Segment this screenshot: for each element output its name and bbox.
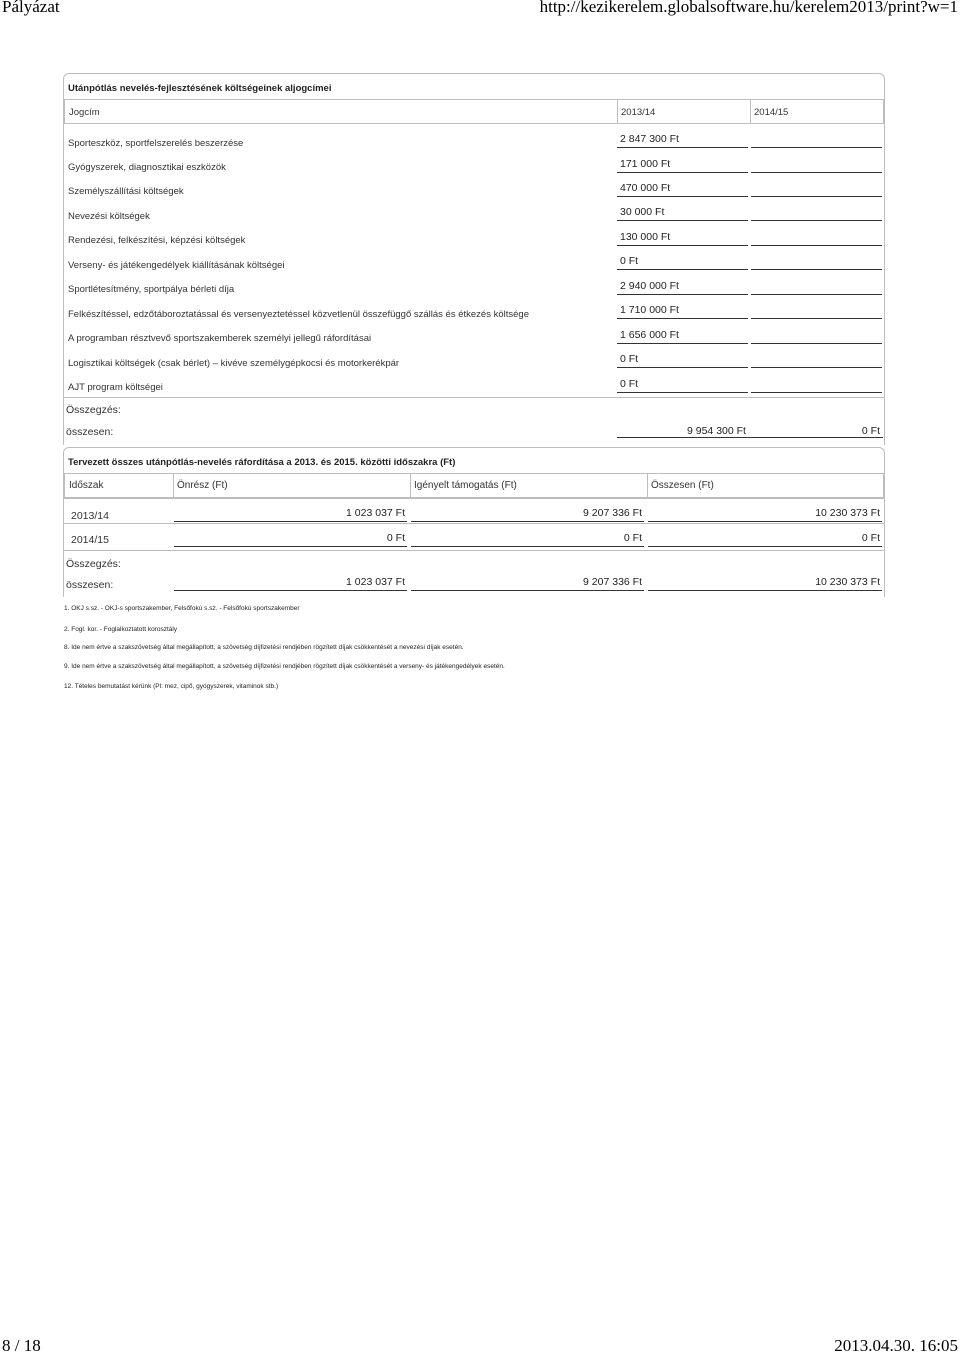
cost-input-2013[interactable]: 0 Ft (617, 254, 748, 270)
cost-input-2014[interactable] (751, 328, 882, 344)
planned-total-label: összesen: (66, 579, 114, 591)
cost-input-2014[interactable] (751, 377, 882, 393)
page-number: 8 / 18 (2, 1336, 41, 1354)
cost-item-label: Rendezési, felkészítési, képzési költségek (68, 235, 246, 246)
cost-input-2014[interactable] (751, 157, 882, 173)
cost-input-2013[interactable]: 1 656 000 Ft (617, 328, 748, 344)
cost-input-2014[interactable] (751, 279, 882, 295)
row-divider (64, 498, 884, 499)
support-total-field: 9 207 336 Ft (411, 575, 644, 591)
row-divider (64, 523, 884, 524)
support-field[interactable]: 9 207 336 Ft (411, 506, 644, 522)
cost-input-2014[interactable] (751, 254, 882, 270)
footnote: 12. Tételes bemutatást kérünk (Pl: mez, cipő, gyógyszerek, vitaminok stb.) (64, 683, 279, 690)
own-total-field: 1 023 037 Ft (174, 575, 407, 591)
col-idoszak: Időszak (69, 480, 104, 491)
cost-input-2013[interactable]: 2 847 300 Ft (617, 132, 748, 148)
period-label: 2013/14 (71, 510, 109, 522)
total-field: 0 Ft (648, 531, 882, 547)
cost-input-2013[interactable]: 0 Ft (617, 352, 748, 368)
costs-title: Utánpótlás nevelés-fejlesztésének költségeinek aljogcímei (68, 83, 332, 94)
cost-item-label: Nevezési költségek (68, 211, 150, 222)
period-label: 2014/15 (71, 534, 109, 546)
cost-item-label: Sporteszköz, sportfelszerelés beszerzése (68, 138, 244, 149)
cost-item-label: Sportlétesítmény, sportpálya bérleti díja (68, 284, 235, 295)
cost-item-label: Személyszállítási költségek (68, 186, 184, 197)
col-2014-15: 2014/15 (754, 107, 789, 118)
cost-item-label: Logisztikai költségek (csak bérlet) – kivéve személygépkocsi és motorkerékpár (68, 358, 400, 369)
cost-input-2014[interactable] (751, 352, 882, 368)
cost-input-2013[interactable]: 30 000 Ft (617, 205, 748, 221)
footnote: 9. Ide nem értve a szakszövetség által megállapított, a szövetség díjfizetési rendjében rögzített díjak csökkentését a verseny- és játékengedélyek esetén. (64, 663, 505, 670)
total-field: 10 230 373 Ft (648, 506, 882, 522)
cost-item-label: Felkészítéssel, edzőtáboroztatással és versenyeztetéssel közvetlenül összefüggő szállás és étkezés költsége (68, 309, 529, 320)
footnote: 1. OKJ s.sz. - OKJ-s sportszakember, Felsőfokú s.sz. - Felsőfokú sportszakember (64, 605, 300, 612)
costs-summary-label: Összegzés: (66, 404, 121, 416)
costs-total-2013: 9 954 300 Ft (687, 425, 746, 437)
own-field[interactable]: 0 Ft (174, 531, 407, 547)
planned-summary-label: Összegzés: (66, 558, 121, 570)
cost-input-2014[interactable] (751, 132, 882, 148)
cost-item-label: Gyógyszerek, diagnosztikai eszközök (68, 162, 226, 173)
support-field[interactable]: 0 Ft (411, 531, 644, 547)
cost-input-2013[interactable]: 2 940 000 Ft (617, 279, 748, 295)
footnote: 8. Ide nem értve a szakszövetség által megállapított, a szövetség díjfizetési rendjében rögzített díjak csökkentését a nevezési díjak esetén. (64, 644, 464, 651)
footnote: 2. Fogl. kor. - Foglalkoztatott korosztály (64, 626, 178, 633)
cost-item-label: A programban résztvevő sportszakemberek személyi jellegű ráfordításai (68, 333, 372, 344)
row-divider (64, 550, 884, 551)
col-divider (750, 100, 751, 123)
costs-total-2014: 0 Ft (861, 425, 880, 437)
col-onresz: Önrész (Ft) (177, 480, 228, 491)
grand-total-field: 10 230 373 Ft (648, 575, 882, 591)
print-header-title: Pályázat (2, 0, 60, 16)
col-2013-14: 2013/14 (621, 107, 656, 118)
col-jogcim: Jogcím (69, 107, 100, 118)
cost-input-2013[interactable]: 171 000 Ft (617, 157, 748, 173)
planned-header-row (64, 473, 884, 498)
cost-input-2013[interactable]: 0 Ft (617, 377, 748, 393)
cost-input-2014[interactable] (751, 205, 882, 221)
cost-input-2014[interactable] (751, 303, 882, 319)
cost-input-2013[interactable]: 1 710 000 Ft (617, 303, 748, 319)
col-osszesen: Összesen (Ft) (651, 480, 714, 491)
col-igenyelt: Igényelt támogatás (Ft) (414, 480, 517, 491)
cost-input-2013[interactable]: 470 000 Ft (617, 181, 748, 197)
costs-total-field (617, 422, 883, 438)
cost-input-2014[interactable] (751, 181, 882, 197)
own-field[interactable]: 1 023 037 Ft (174, 506, 407, 522)
col-divider (410, 474, 411, 497)
cost-item-label: AJT program költségei (68, 382, 163, 393)
cost-item-label: Verseny- és játékengedélyek kiállításának költségei (68, 260, 285, 271)
col-divider (647, 474, 648, 497)
cost-input-2014[interactable] (751, 230, 882, 246)
print-timestamp: 2013.04.30. 16:05 (834, 1336, 958, 1354)
col-divider (617, 100, 618, 123)
planned-title: Tervezett összes utánpótlás-nevelés ráfordítása a 2013. és 2015. közötti időszakra (Ft) (68, 457, 456, 468)
costs-total-label: összesen: (66, 426, 114, 438)
costs-header-row (64, 99, 884, 124)
print-header-url: http://kezikerelem.globalsoftware.hu/kerelem2013/print?w=1 (539, 0, 958, 16)
cost-input-2013[interactable]: 130 000 Ft (617, 230, 748, 246)
col-divider (173, 474, 174, 497)
